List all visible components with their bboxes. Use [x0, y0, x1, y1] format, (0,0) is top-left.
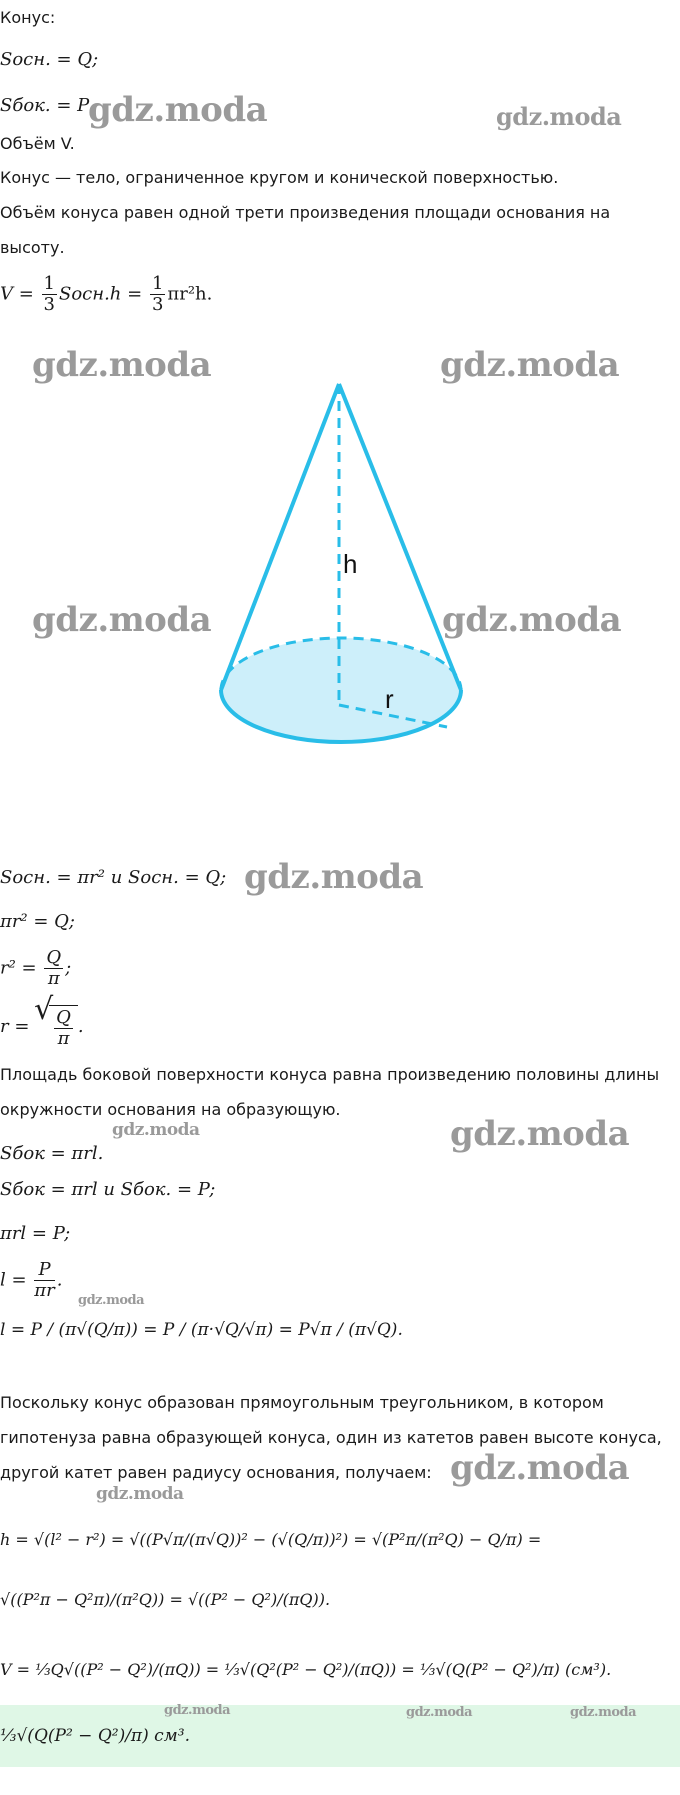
watermark: gdz.moda — [78, 1293, 145, 1308]
answer-text: ⅓√(Q(P² − Q²)/π) см³. — [0, 1726, 190, 1746]
watermark: gdz.moda — [450, 1448, 630, 1488]
volume-rule-line-1: Объём конуса равен одной трети произведения площади основания на — [0, 203, 611, 222]
cone-definition: Конус — тело, ограниченное кругом и конической поверхностью. — [0, 168, 559, 187]
triangle-line-2: гипотенуза равна образующей конуса, один из катетов равен высоте конуса, — [0, 1428, 662, 1447]
triangle-line-1: Поскольку конус образован прямоугольным треугольником, в котором — [0, 1393, 604, 1412]
f8-lead: l = — [0, 1269, 33, 1291]
formula-f9: l = P / (π√(Q/π)) = P / (π·√Q/√π) = P√π / (π√Q). — [0, 1320, 403, 1340]
watermark: gdz.moda — [496, 102, 622, 131]
f8-frac — [34, 1260, 54, 1301]
formula-f7: πrl = P; — [0, 1223, 71, 1244]
volume-label: Объём V. — [0, 134, 75, 153]
formula-s-bok: Sбок. = P — [0, 95, 90, 116]
f4-lead: r = — [0, 1016, 36, 1037]
watermark: gdz.moda — [450, 1114, 630, 1154]
heading-konus: Конус: — [0, 8, 56, 27]
lateral-rule-line-2: окружности основания на образующую. — [0, 1100, 341, 1119]
watermark: gdz.moda — [88, 90, 268, 130]
formula-f5: Sбок = πrl. — [0, 1143, 104, 1164]
watermark: gdz.moda — [112, 1120, 200, 1140]
watermark: gdz.moda — [406, 1705, 473, 1720]
lateral-rule-line-1: Площадь боковой поверхности конуса равна произведению половины длины — [0, 1065, 660, 1084]
f8-den: πr — [34, 1280, 55, 1301]
vol-tail: πr²h. — [167, 283, 213, 305]
formula-f3: r² = $\frac{Q}{\pi}$ ; — [0, 947, 72, 989]
f4-num: √ Q — [56, 1007, 71, 1028]
f4-sqrt — [49, 1005, 78, 1049]
watermark: gdz.moda — [164, 1703, 231, 1718]
one-third-frac-2: $\frac{1}{3}$ — [151, 273, 164, 315]
radius-label: r — [385, 684, 394, 714]
formula-f2: πr² = Q; — [0, 911, 75, 932]
f3-num: Q — [46, 947, 62, 968]
watermark: gdz.moda — [244, 857, 424, 897]
f8-num: P — [34, 1260, 54, 1281]
f3-frac — [44, 948, 63, 989]
watermark: gdz.moda — [32, 345, 212, 385]
watermark: gdz.moda — [570, 1705, 637, 1720]
vol-mid: Sосн.h = — [58, 283, 148, 305]
height-label: h — [343, 549, 358, 579]
watermark: gdz.moda — [96, 1484, 184, 1504]
cone-diagram — [0, 360, 680, 790]
formula-f4: r = √ $\frac{Q}{\pi}$ . — [0, 1005, 84, 1049]
formula-f12: V = ⅓Q√((P² − Q²)/(πQ)) = ⅓√(Q²(P² − Q²)/(πQ)) = ⅓√(Q(P² − Q²)/π) (см³). — [0, 1660, 612, 1679]
triangle-line-3: другой катет равен радиусу основания, получаем: — [0, 1463, 432, 1482]
formula-f6: Sбок = πrl и Sбок. = P; — [0, 1179, 216, 1200]
one-third-frac: $\frac{1}{3}$ — [43, 273, 55, 315]
formula-f1: Sосн. = πr² и Sосн. = Q; — [0, 867, 227, 888]
f3-den: π — [47, 968, 60, 989]
vol-lead: V = — [0, 283, 40, 305]
volume-formula — [0, 274, 212, 315]
formula-f11: √((P²π − Q²π)/(π²Q)) = √((P² − Q²)/(πQ)). — [0, 1590, 331, 1609]
watermark: gdz.moda — [32, 600, 212, 640]
watermark: gdz.moda — [442, 600, 622, 640]
formula-f10: h = √(l² − r²) = √((P√π/(π√Q))² − (√(Q/π))²) = √(P²π/(π²Q) − Q/π) = — [0, 1530, 542, 1549]
f3-lead: r² = — [0, 957, 43, 979]
f4-den: π — [57, 1028, 70, 1049]
volume-rule-line-2: высоту. — [0, 238, 65, 257]
formula-f8: l = $\frac{P}{\pi r}$ . — [0, 1259, 63, 1301]
formula-s-osn: Sосн. = Q; — [0, 49, 99, 70]
watermark: gdz.moda — [440, 345, 620, 385]
